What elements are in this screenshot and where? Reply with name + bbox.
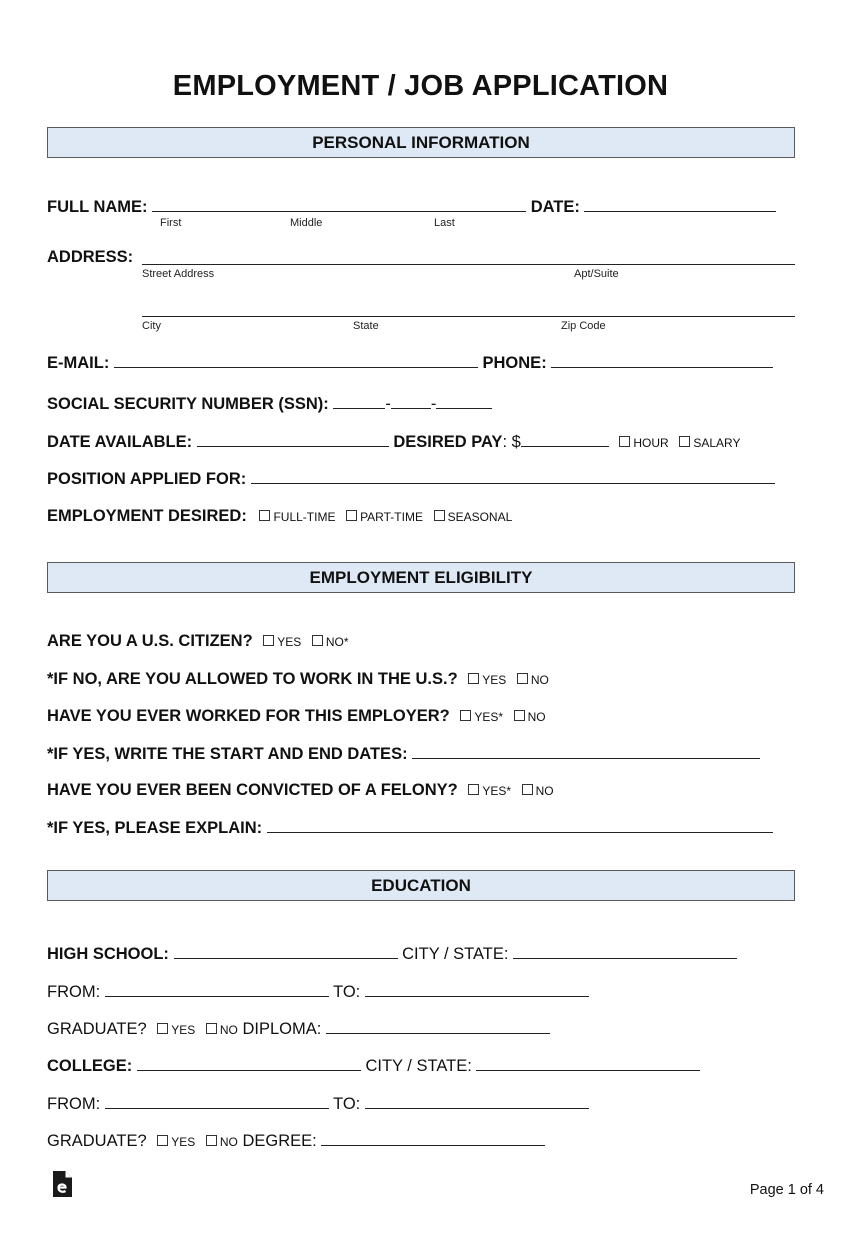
part-time-label: PART-TIME xyxy=(360,510,423,524)
position-label: POSITION APPLIED FOR: xyxy=(47,470,247,488)
salary-label: SALARY xyxy=(693,436,741,450)
address-label: ADDRESS: xyxy=(47,248,134,266)
ssn-part-3-field[interactable] xyxy=(436,393,492,409)
zip-code-sublabel: Zip Code xyxy=(561,320,606,332)
high-school-label: HIGH SCHOOL: xyxy=(47,945,169,963)
high-school-graduate-no-label: NO xyxy=(219,1023,238,1037)
worked-no-checkbox[interactable] xyxy=(514,710,525,721)
worked-row xyxy=(47,706,546,727)
full-name-field[interactable] xyxy=(152,196,526,212)
high-school-from-label: FROM: xyxy=(47,983,101,1001)
allowed-question: *IF NO, ARE YOU ALLOWED TO WORK IN THE U.S.? xyxy=(47,670,458,688)
high-school-graduate-yes-label: YES xyxy=(171,1023,196,1037)
explain-question: *IF YES, PLEASE EXPLAIN: xyxy=(47,819,263,837)
date-available-label: DATE AVAILABLE: xyxy=(47,433,193,451)
explain-row xyxy=(47,817,773,838)
date-available-field[interactable] xyxy=(197,431,389,447)
college-to-label: TO: xyxy=(333,1095,361,1113)
section-header-personal: PERSONAL INFORMATION xyxy=(47,127,795,158)
date-available-row xyxy=(47,431,740,453)
desired-pay-label: DESIRED PAY xyxy=(393,433,503,451)
allowed-no-label: NO xyxy=(530,673,549,687)
seasonal-label: SEASONAL xyxy=(447,510,513,524)
allowed-no-checkbox[interactable] xyxy=(517,673,528,684)
middle-sublabel: Middle xyxy=(290,217,323,229)
employment-desired-label: EMPLOYMENT DESIRED: xyxy=(47,507,247,525)
full-time-label: FULL-TIME xyxy=(273,510,336,524)
phone-field[interactable] xyxy=(551,352,773,368)
desired-pay-currency: : $ xyxy=(502,433,521,451)
city-sublabel: City xyxy=(142,320,161,332)
desired-pay-field[interactable] xyxy=(521,431,609,447)
explain-field[interactable] xyxy=(267,817,773,833)
college-graduate-label: GRADUATE? xyxy=(47,1132,147,1150)
ssn-part-2-field[interactable] xyxy=(391,393,431,409)
college-to-field[interactable] xyxy=(365,1093,589,1109)
college-city-state-field[interactable] xyxy=(476,1055,700,1071)
felony-no-checkbox[interactable] xyxy=(522,784,533,795)
citizen-no-checkbox[interactable] xyxy=(312,635,323,646)
last-sublabel: Last xyxy=(434,217,455,229)
ssn-label: SOCIAL SECURITY NUMBER (SSN): xyxy=(47,395,329,413)
form-title: EMPLOYMENT / JOB APPLICATION xyxy=(172,70,669,102)
high-school-to-field[interactable] xyxy=(365,981,589,997)
date-field[interactable] xyxy=(584,196,776,212)
citizen-yes-checkbox[interactable] xyxy=(263,635,274,646)
college-city-state-label: CITY / STATE: xyxy=(365,1057,472,1075)
college-graduate-yes-checkbox[interactable] xyxy=(157,1135,168,1146)
college-field[interactable] xyxy=(137,1055,361,1071)
section-header-eligibility: EMPLOYMENT ELIGIBILITY xyxy=(47,562,795,593)
part-time-checkbox[interactable] xyxy=(346,510,357,521)
section-header-education: EDUCATION xyxy=(47,870,795,901)
high-school-from-field[interactable] xyxy=(105,981,329,997)
street-address-field[interactable] xyxy=(142,264,795,265)
state-sublabel: State xyxy=(353,320,379,332)
worked-question: HAVE YOU EVER WORKED FOR THIS EMPLOYER? xyxy=(47,707,450,725)
felony-yes-checkbox[interactable] xyxy=(468,784,479,795)
high-school-graduate-row xyxy=(47,1018,550,1040)
diploma-label: DIPLOMA: xyxy=(242,1020,322,1038)
degree-field[interactable] xyxy=(321,1130,545,1146)
college-graduate-no-checkbox[interactable] xyxy=(206,1135,217,1146)
high-school-row xyxy=(47,943,737,964)
college-row xyxy=(47,1055,700,1076)
college-dates-row xyxy=(47,1093,589,1114)
high-school-city-state-field[interactable] xyxy=(513,943,737,959)
page-number: Page 1 of 4 xyxy=(749,1182,824,1198)
position-row xyxy=(47,468,775,489)
first-sublabel: First xyxy=(160,217,182,229)
ssn-part-1-field[interactable] xyxy=(333,393,385,409)
phone-label: PHONE: xyxy=(482,354,547,372)
dates-row xyxy=(47,743,760,764)
employment-desired-row xyxy=(47,506,512,527)
salary-checkbox[interactable] xyxy=(679,436,690,447)
full-name-label: FULL NAME: xyxy=(47,198,148,216)
felony-row xyxy=(47,780,554,801)
felony-yes-label: YES* xyxy=(482,784,511,798)
allowed-yes-checkbox[interactable] xyxy=(468,673,479,684)
worked-yes-label: YES* xyxy=(474,710,504,724)
college-from-field[interactable] xyxy=(105,1093,329,1109)
high-school-to-label: TO: xyxy=(333,983,361,1001)
ssn-row: SOCIAL SECURITY NUMBER (SSN): - - xyxy=(47,393,492,414)
full-name-row xyxy=(47,196,776,217)
hour-checkbox[interactable] xyxy=(619,436,630,447)
felony-question: HAVE YOU EVER BEEN CONVICTED OF A FELONY? xyxy=(47,781,458,799)
college-graduate-yes-label: YES xyxy=(171,1135,196,1149)
felony-no-label: NO xyxy=(535,784,554,798)
position-field[interactable] xyxy=(251,468,775,484)
citizen-yes-label: YES xyxy=(277,635,302,649)
allowed-row xyxy=(47,669,549,690)
high-school-graduate-no-checkbox[interactable] xyxy=(206,1023,217,1034)
allowed-yes-label: YES xyxy=(482,673,507,687)
city-state-zip-field[interactable] xyxy=(142,316,795,317)
address-row xyxy=(47,247,133,267)
college-from-label: FROM: xyxy=(47,1095,101,1113)
college-graduate-row xyxy=(47,1130,545,1152)
dates-field[interactable] xyxy=(412,743,760,759)
citizen-row xyxy=(47,631,349,652)
citizen-question: ARE YOU A U.S. CITIZEN? xyxy=(47,632,253,650)
email-label: E-MAIL: xyxy=(47,354,110,372)
date-label: DATE: xyxy=(530,198,580,216)
email-phone-row xyxy=(47,352,773,373)
hour-label: HOUR xyxy=(633,436,669,450)
diploma-field[interactable] xyxy=(326,1018,550,1034)
apt-suite-sublabel: Apt/Suite xyxy=(574,268,619,280)
high-school-graduate-yes-checkbox[interactable] xyxy=(157,1023,168,1034)
college-graduate-no-label: NO xyxy=(219,1135,238,1149)
email-field[interactable] xyxy=(114,352,478,368)
high-school-graduate-label: GRADUATE? xyxy=(47,1020,147,1038)
citizen-no-label: NO* xyxy=(325,635,349,649)
dates-question: *IF YES, WRITE THE START AND END DATES: xyxy=(47,745,408,763)
full-time-checkbox[interactable] xyxy=(259,510,270,521)
worked-no-label: NO xyxy=(527,710,546,724)
document-e-icon xyxy=(51,1170,73,1198)
degree-label: DEGREE: xyxy=(242,1132,317,1150)
street-address-sublabel: Street Address xyxy=(142,268,215,280)
worked-yes-checkbox[interactable] xyxy=(460,710,471,721)
college-label: COLLEGE: xyxy=(47,1057,133,1075)
high-school-dates-row xyxy=(47,981,589,1002)
high-school-field[interactable] xyxy=(174,943,398,959)
seasonal-checkbox[interactable] xyxy=(434,510,445,521)
high-school-city-state-label: CITY / STATE: xyxy=(402,945,509,963)
